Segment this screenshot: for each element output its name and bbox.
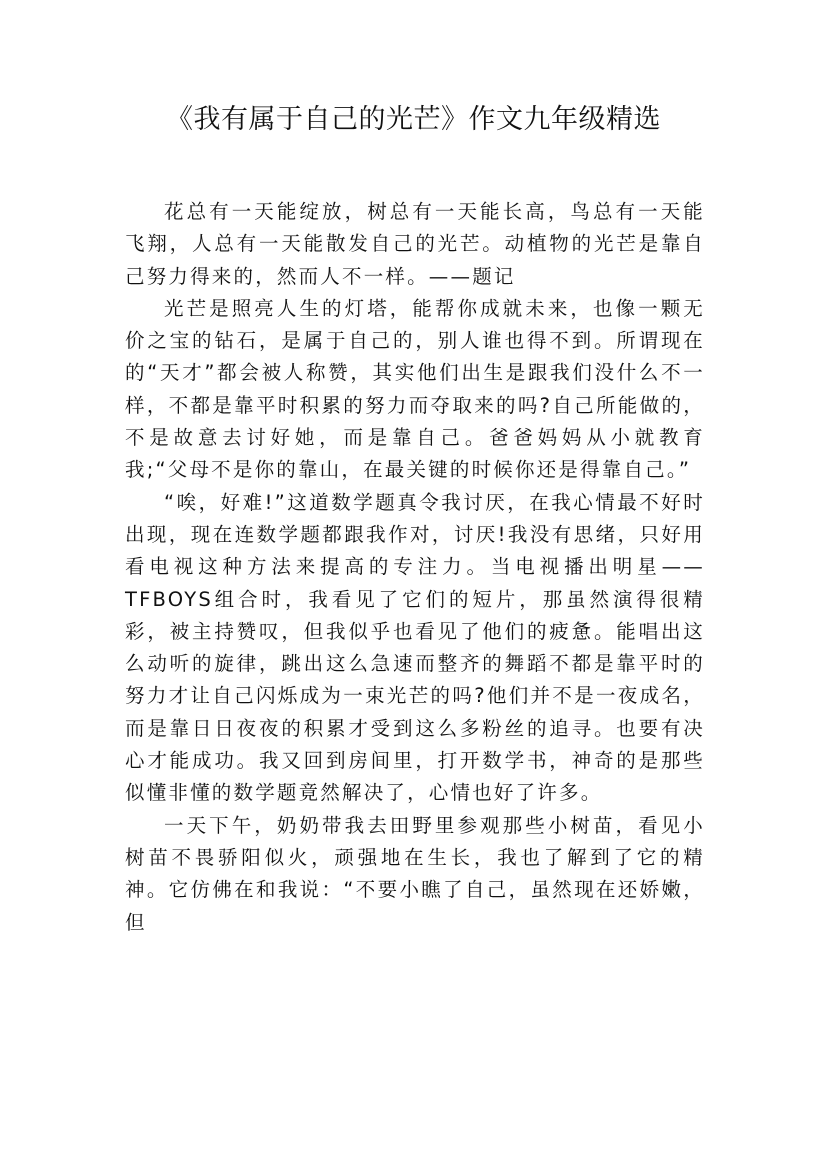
paragraph-saplings: 一天下午，奶奶带我去田野里参观那些小树苗，看见小树苗不畏骄阳似火，顽强地在生长，我也了解到了它的精神。它仿佛在和我说：“不要小瞧了自己，虽然现在还娇嫩，但: [125, 813, 705, 934]
paragraph-epigraph: 花总有一天能绽放，树总有一天能长高，鸟总有一天能飞翔，人总有一天能散发自己的光芒。动植物的光芒是靠自己努力得来的，然而人不一样。——题记: [125, 200, 705, 288]
document-title: 《我有属于自己的光芒》作文九年级精选: [166, 104, 661, 135]
paragraph-math-problem: “唉，好难!”这道数学题真令我讨厌，在我心情最不好时出现，现在连数学题都跟我作对，讨厌!我没有思绪，只好用看电视这种方法来提高的专注力。当电视播出明星——TFBOYS组合时，我看见了它们的短片，那虽然演得很精彩，被主持赞叹，但我似乎也看见了他们的疲惫。能唱出这么动听的旋律，跳出这么急速而整齐的舞蹈不都是靠平时的努力才让自己闪烁成为一束光芒的吗?他们并不是一夜成名，而是靠日日夜夜的积累才受到这么多粉丝的追寻。也要有决心才能成功。我又回到房间里，打开数学书，神奇的是那些似懂非懂的数学题竟然解决了，心情也好了许多。: [125, 490, 705, 805]
document-body: [125, 196, 705, 939]
paragraph-light-definition: 光芒是照亮人生的灯塔，能帮你成就未来，也像一颗无价之宝的钻石，是属于自己的，别人谁也得不到。所谓现在的“天才”都会被人称赞，其实他们出生是跟我们没什么不一样，不都是靠平时积累的努力而夺取来的吗?自己所能做的，不是故意去讨好她，而是靠自己。爸爸妈妈从小就教育我;“父母不是你的靠山，在最关键的时候你还是得靠自己。”: [125, 296, 705, 482]
